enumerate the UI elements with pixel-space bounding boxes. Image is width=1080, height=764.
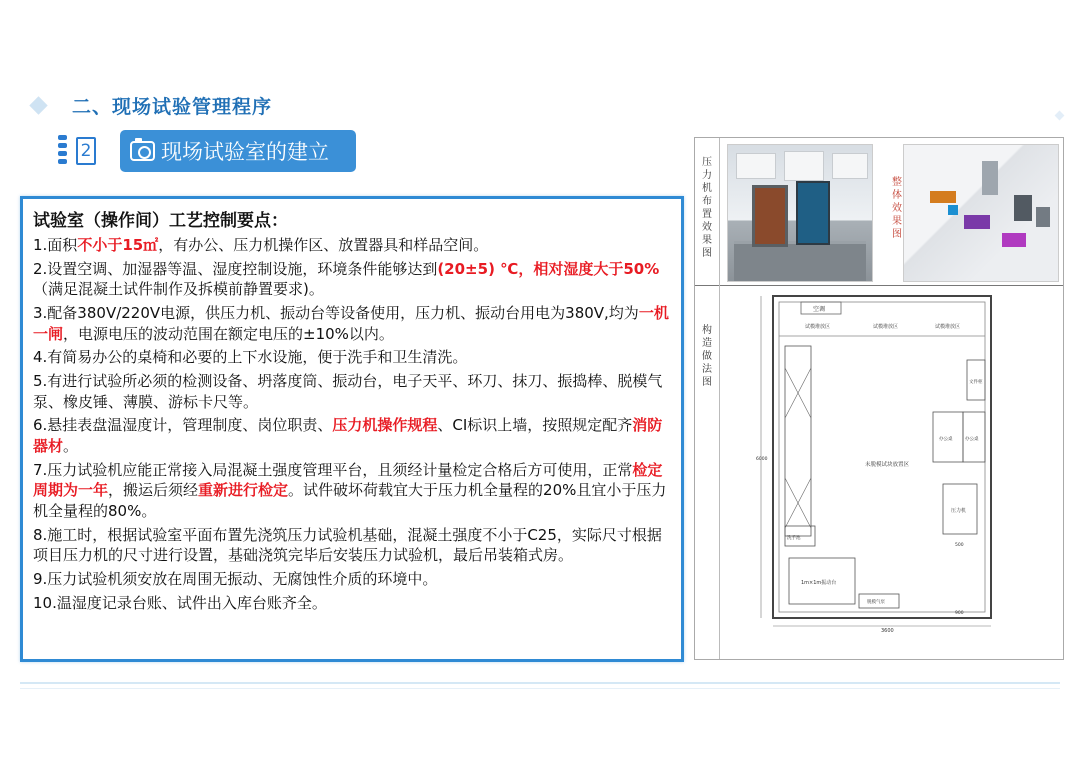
bottom-rule-thin <box>20 688 1060 689</box>
plan-text-dim-900: 900 <box>955 611 964 616</box>
decor-diamond-small <box>1055 111 1065 121</box>
render-shelf <box>1014 195 1032 221</box>
control-point-item <box>33 525 671 566</box>
subsection-number: 2 <box>76 137 96 165</box>
highlight-text: 重新进行检定 <box>198 481 289 500</box>
plan-text-vibe: 1m×1m振动台 <box>801 580 837 586</box>
subsection-title: 现场试验室的建立 <box>161 140 329 164</box>
control-point-item <box>33 235 671 256</box>
item-text: 。试件破坏荷载宜大于压力机全量程的20%且宜小于压力机全量程的80%。 <box>33 481 667 520</box>
subsection-title-badge <box>120 130 356 172</box>
wall-panel <box>784 151 824 181</box>
item-text: 7.压力试验机应能正常接入局混凝土强度管理平台，且须经计量检定合格后方可使用，正常 <box>33 460 633 479</box>
control-points-list <box>33 235 671 613</box>
item-text: 1.面积 <box>33 236 78 254</box>
highlight-text: ， <box>518 259 534 278</box>
plan-text-dim-500: 500 <box>955 543 964 548</box>
item-text: 4.有简易办公的桌椅和必要的上下水设施，便于洗手和卫生清洗。 <box>33 348 468 367</box>
highlight-text: 检定周期为一年 <box>33 460 663 500</box>
plan-text-zone1: 试模堆放区 <box>805 324 831 330</box>
illustration-panel <box>694 137 1064 660</box>
subsection-number-block <box>58 131 98 171</box>
item-text: 3.配备380V/220V电源，供压力机、振动台等设备使用，压力机、振动台用电为380V,均为 <box>33 304 639 323</box>
plan-text-desk2: 办公桌 <box>965 437 979 442</box>
control-point-item <box>33 259 671 300</box>
highlight-text: 一机一闸 <box>33 304 669 343</box>
control-point-item <box>33 593 671 614</box>
render-shelf <box>1036 207 1050 227</box>
item-text: 8.施工时，根据试验室平面布置先浇筑压力试验机基础，混凝土强度不小于C25，实际尺寸根据项目压力机的尺寸进行设置，基础浇筑完毕后安装压力试验机，最后吊装箱式房。 <box>33 525 662 565</box>
highlight-text: 消防器材 <box>33 416 663 455</box>
plan-outer-wall <box>773 296 991 618</box>
item-text: 2.设置空调、加湿器等温、湿度控制设施，环境条件能够达到 <box>33 259 438 278</box>
item-text: 5.有进行试验所必须的检测设备、坍落度筒、振动台，电子天平、环刀、抹刀、振捣棒、脱模气泵、橡皮锤、薄膜、游标卡尺等。 <box>33 372 663 411</box>
panel-heading: 试验室（操作间）工艺控制要点： <box>33 211 288 231</box>
plan-text-center: 未脱模试块放置区 <box>865 462 910 468</box>
highlight-text: 相对湿度大于50% <box>533 259 660 278</box>
item-text: （满足混凝土试件制作及拆模前静置要求)。 <box>33 280 324 299</box>
wall-panel <box>832 153 868 179</box>
plan-text-ac: 空调 <box>813 306 826 313</box>
highlight-text: 压力机操作规程 <box>332 416 438 435</box>
render-bin <box>948 205 958 215</box>
plan-text-press: 压力机 <box>951 508 967 514</box>
decor-diamond <box>29 96 47 114</box>
control-cabinet <box>796 181 830 245</box>
section-title: 二、现场试验管理程序 <box>72 96 273 118</box>
press-layout-photo <box>727 144 873 282</box>
render-cabinet <box>982 161 998 195</box>
render-bin <box>964 215 990 229</box>
item-text: 9.压力试验机须安放在周围无振动、无腐蚀性介质的环境中。 <box>33 569 438 588</box>
plan-text-zone2: 试模堆放区 <box>873 324 899 330</box>
highlight-text: 不小于15㎡ <box>77 236 159 254</box>
divider-line <box>695 285 1063 286</box>
plan-text-pump: 脱模气泵 <box>867 600 885 605</box>
item-text: ，搬运后须经 <box>108 481 199 500</box>
photo-label: 压力机布置效果图 <box>702 157 712 259</box>
overall-render <box>903 144 1059 282</box>
item-text: ，有办公、压力机操作区、放置器具和样品空间。 <box>158 236 489 254</box>
item-text: 。 <box>63 436 79 455</box>
control-point-item <box>33 415 671 456</box>
plan-text-zone3: 试模堆放区 <box>935 324 961 330</box>
divider-line-vertical <box>719 138 720 659</box>
item-text: 、CI标识上墙，按照规定配齐 <box>437 416 633 435</box>
plan-text-dim-h: 6000 <box>756 457 768 462</box>
plan-text-cabinet: 文件柜 <box>969 380 983 385</box>
plan-text-desk1: 办公桌 <box>939 437 953 442</box>
item-text: ，电源电压的波动范围在额定电压的±10%以内。 <box>63 324 394 343</box>
render-bin <box>1002 233 1026 247</box>
item-text: 10.温湿度记录台账、试件出入库台账齐全。 <box>33 593 327 612</box>
render-label: 整体效果图 <box>892 177 902 240</box>
plan-text-dim-w: 3600 <box>881 628 894 633</box>
concrete-base <box>734 241 866 281</box>
render-table <box>930 191 956 203</box>
item-text: 6.悬挂表盘温湿度计，管理制度、岗位职责、 <box>33 416 333 435</box>
control-point-item <box>33 371 671 412</box>
control-point-item <box>33 347 671 368</box>
plan-text-sink: 洗手池 <box>787 536 801 541</box>
highlight-text: (20±5) ℃ <box>437 259 519 278</box>
control-points-panel <box>20 196 684 662</box>
plan-long-rack <box>785 346 811 536</box>
press-machine <box>752 185 788 247</box>
wall-panel <box>736 153 776 179</box>
plan-label: 构造做法图 <box>702 325 712 388</box>
plan-inner-wall <box>779 302 985 612</box>
bottom-rule <box>20 682 1060 684</box>
camera-icon <box>130 141 155 161</box>
control-point-item <box>33 569 671 590</box>
control-point-item <box>33 303 671 344</box>
floor-plan <box>755 288 1051 633</box>
control-point-item <box>33 460 671 522</box>
